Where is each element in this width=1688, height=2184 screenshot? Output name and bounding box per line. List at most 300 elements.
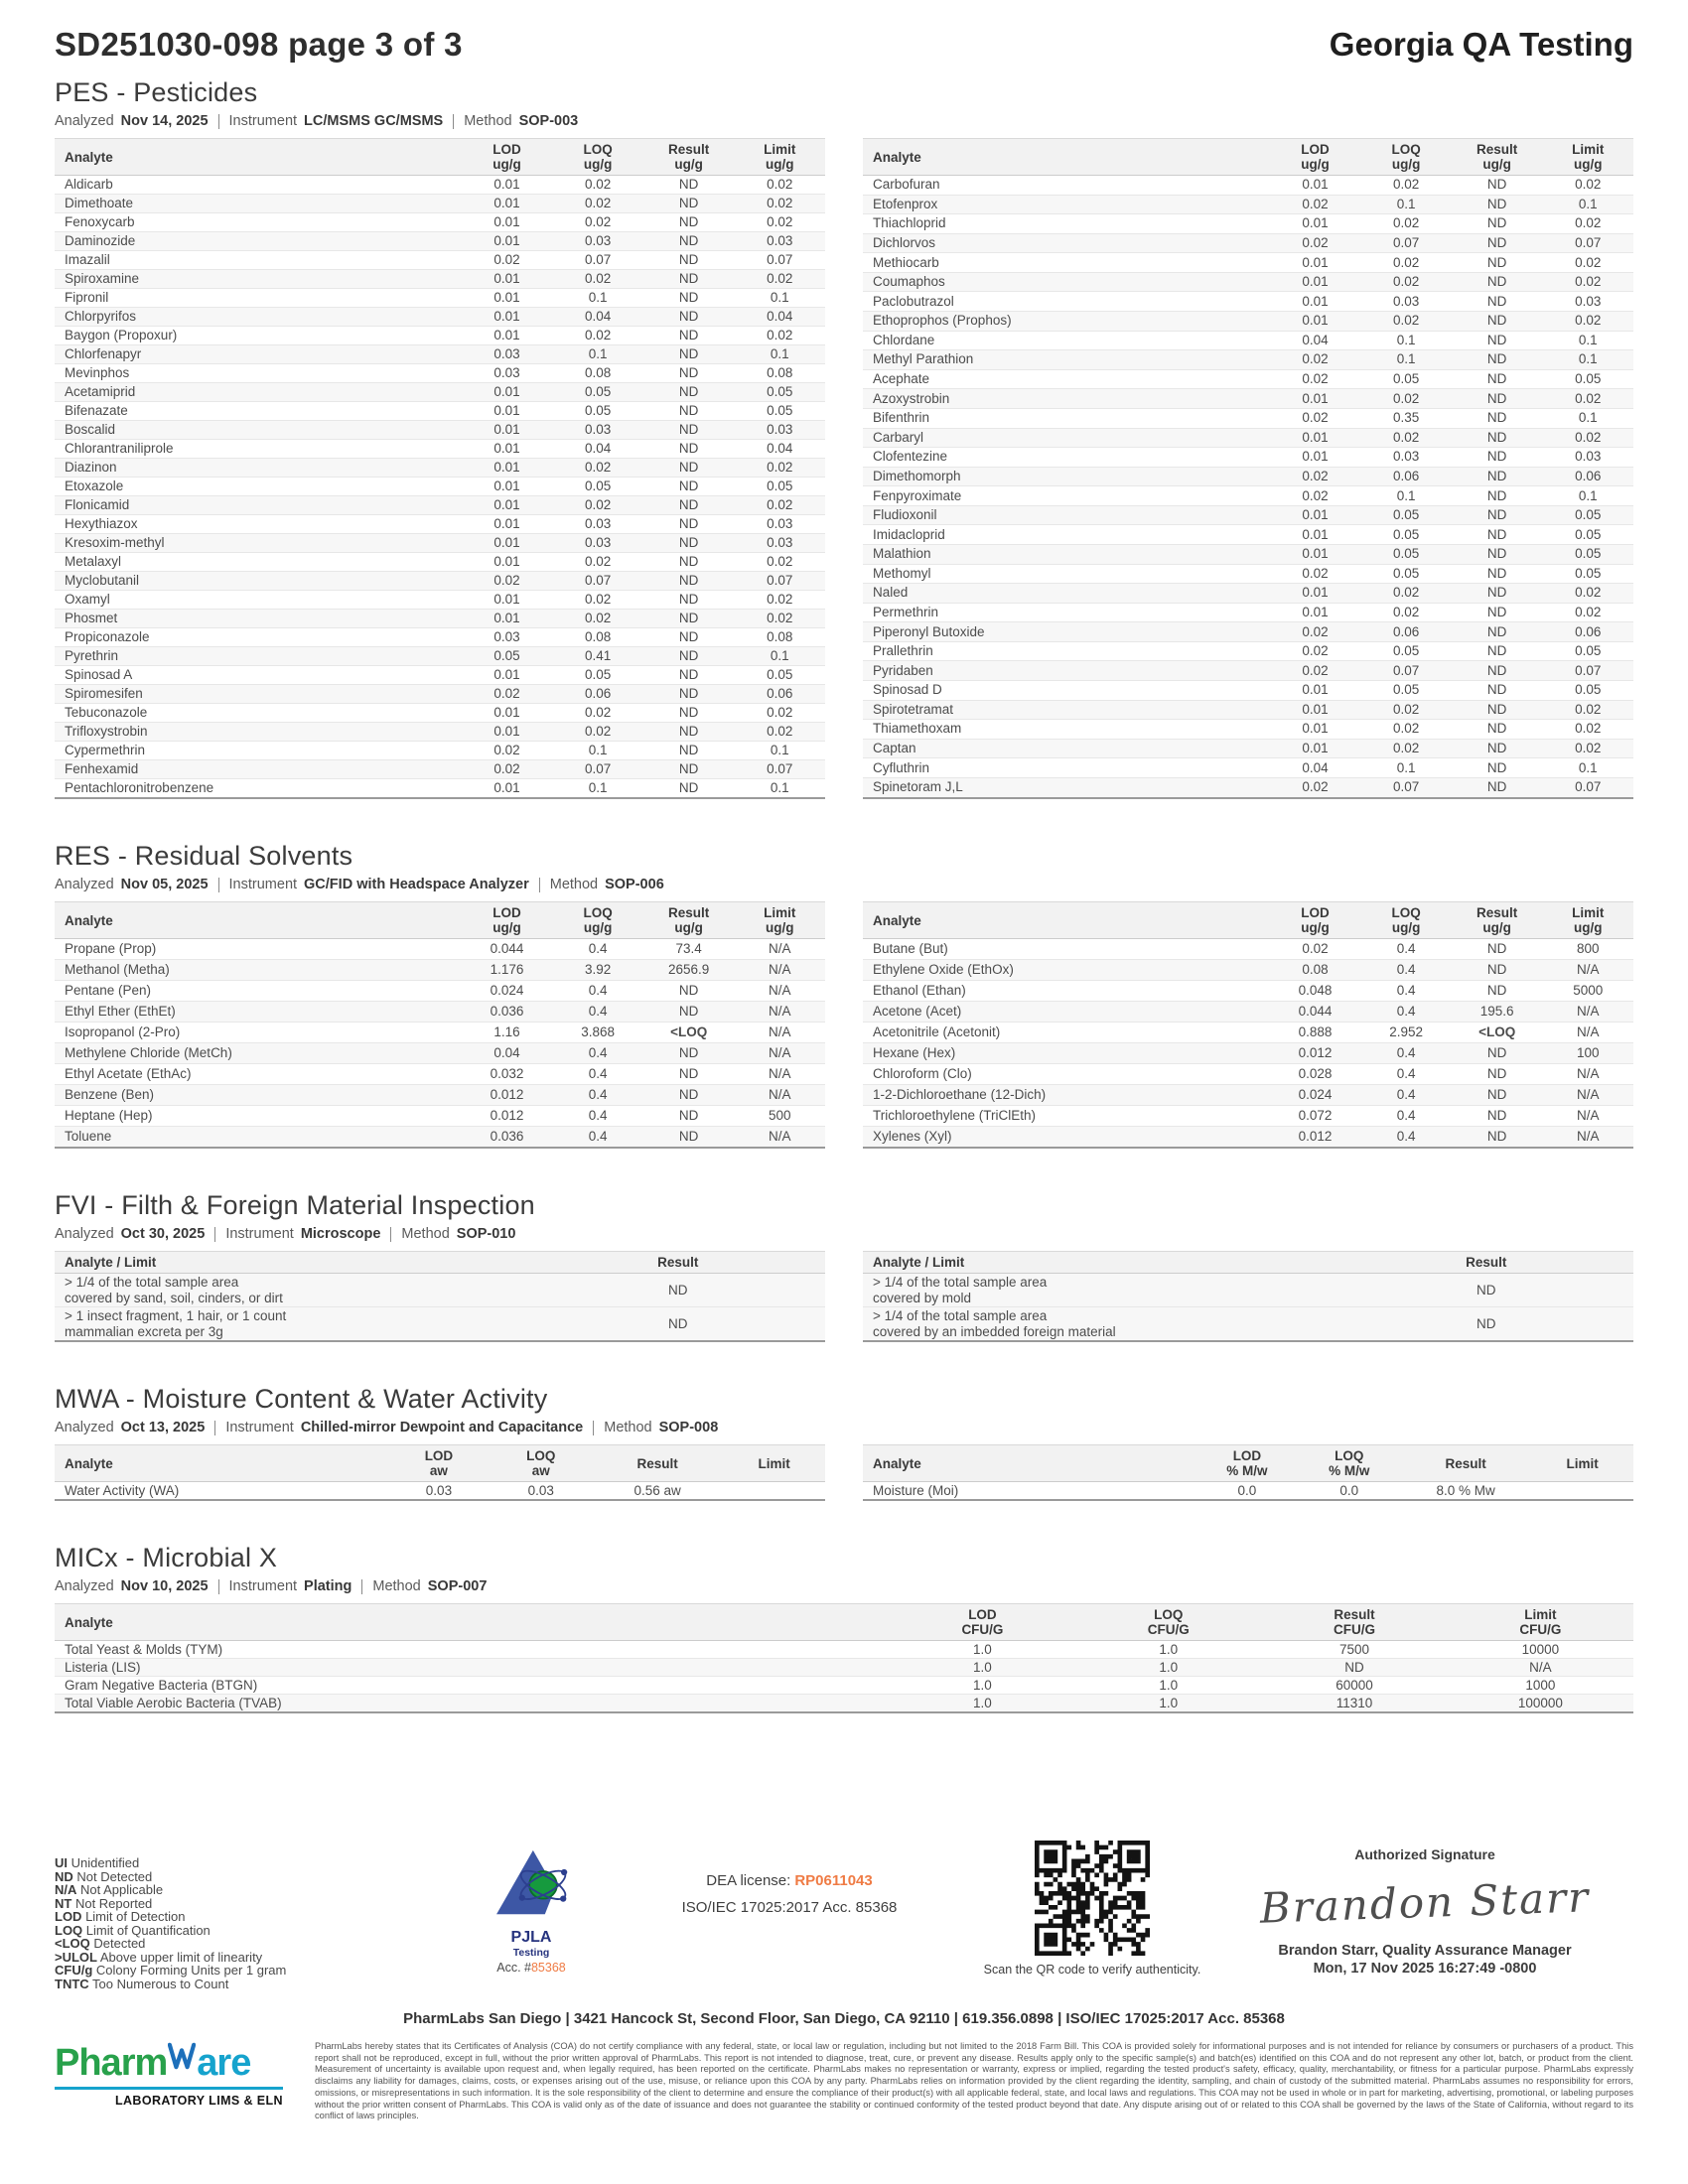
- value-cell: 0.01: [1270, 584, 1361, 604]
- value-cell: 1.0: [890, 1641, 1075, 1659]
- column-header: Analyte: [863, 1445, 1196, 1482]
- legend-item: <LOQ Detected: [55, 1936, 146, 1951]
- signatory-name: Brandon Starr, Quality Assurance Manager: [1278, 1943, 1572, 1959]
- value-cell: 0.4: [552, 981, 643, 1002]
- value-cell: 0.02: [1360, 584, 1452, 604]
- value-cell: 0.05: [462, 647, 553, 666]
- value-cell: 0.044: [1270, 1002, 1361, 1023]
- analyte-cell: > 1 insect fragment, 1 hair, or 1 count mammalian excreta per 3g: [55, 1307, 531, 1342]
- value-cell: 0.02: [1270, 233, 1361, 253]
- analyte-cell: Methomyl: [863, 564, 1270, 584]
- table-row: [55, 1064, 825, 1085]
- column-header: Limit CFU/G: [1448, 1604, 1633, 1641]
- value-cell: 0.02: [552, 195, 643, 213]
- table-row: [55, 1002, 825, 1023]
- result-cell: 11310: [1261, 1695, 1447, 1713]
- table-row: [55, 1274, 825, 1307]
- analyte-cell: Chloroform (Clo): [863, 1064, 1270, 1085]
- value-cell: N/A: [734, 1043, 825, 1064]
- value-cell: 0.05: [552, 478, 643, 496]
- legend-item: UI Unidentified: [55, 1855, 140, 1870]
- value-cell: 0.4: [1360, 1002, 1452, 1023]
- column-header: LOD ug/g: [1270, 139, 1361, 176]
- value-cell: 100000: [1448, 1695, 1633, 1713]
- table-row: [55, 666, 825, 685]
- column-header: Result: [1400, 1445, 1531, 1482]
- table-row: [863, 389, 1633, 409]
- analyte-cell: Ethoprophos (Prophos): [863, 312, 1270, 332]
- table-row: [55, 289, 825, 308]
- filth-inspection-table-right: [863, 1251, 1633, 1342]
- table-row: [863, 1482, 1633, 1501]
- result-cell: 8.0 % Mw: [1400, 1482, 1531, 1501]
- result-cell: ND: [643, 270, 735, 289]
- value-cell: 0.4: [1360, 981, 1452, 1002]
- meta-value: Nov 14, 2025: [120, 113, 209, 129]
- value-cell: 0.08: [734, 364, 825, 383]
- value-cell: 0.04: [462, 1043, 553, 1064]
- analyte-cell: Coumaphos: [863, 272, 1270, 292]
- value-cell: 0.01: [1270, 272, 1361, 292]
- analyte-cell: Isopropanol (2-Pro): [55, 1023, 462, 1043]
- legend-item: NT Not Reported: [55, 1895, 153, 1911]
- table-row: [55, 459, 825, 478]
- value-cell: 0.05: [552, 402, 643, 421]
- section-microbial: [55, 1543, 1633, 1713]
- meta-value: GC/FID with Headspace Analyzer: [304, 877, 529, 892]
- column-header: LOQ ug/g: [552, 902, 643, 939]
- meta-value: SOP-008: [658, 1420, 719, 1435]
- table-row: [863, 700, 1633, 720]
- value-cell: 0.41: [552, 647, 643, 666]
- section-title-pesticides: PES - Pesticides: [55, 77, 258, 107]
- value-cell: 0.02: [1270, 564, 1361, 584]
- value-cell: 0.0: [1298, 1482, 1400, 1501]
- table-row: [55, 779, 825, 799]
- result-cell: ND: [1452, 525, 1543, 545]
- analyte-cell: Spinosad D: [863, 681, 1270, 701]
- section-filth-inspection: [55, 1190, 1633, 1342]
- table-row: [55, 440, 825, 459]
- result-cell: ND: [1452, 681, 1543, 701]
- column-header: Analyte / Limit: [863, 1252, 1339, 1274]
- value-cell: 0.02: [1542, 214, 1633, 234]
- analyte-cell: Dimethoate: [55, 195, 462, 213]
- result-cell: ND: [643, 345, 735, 364]
- value-cell: 0.07: [1360, 777, 1452, 798]
- value-cell: N/A: [1542, 960, 1633, 981]
- table-row: [55, 213, 825, 232]
- value-cell: 0.05: [1542, 505, 1633, 525]
- value-cell: 0.07: [552, 760, 643, 779]
- table-row: [863, 603, 1633, 622]
- legend-item: LOQ Limit of Quantification: [55, 1922, 211, 1938]
- analyte-cell: Captan: [863, 739, 1270, 758]
- analyte-cell: Toluene: [55, 1127, 462, 1149]
- analyte-cell: Imazalil: [55, 251, 462, 270]
- value-cell: 0.01: [462, 723, 553, 742]
- value-cell: 0.03: [552, 534, 643, 553]
- table-row: [863, 1274, 1633, 1307]
- result-cell: ND: [1452, 331, 1543, 350]
- value-cell: 1000: [1448, 1677, 1633, 1695]
- analyte-cell: Dimethomorph: [863, 467, 1270, 486]
- analyte-cell: Methiocarb: [863, 253, 1270, 273]
- result-cell: ND: [643, 628, 735, 647]
- table-row: [55, 195, 825, 213]
- value-cell: 0.4: [1360, 939, 1452, 960]
- meta-divider: [218, 1579, 219, 1594]
- value-cell: 0.01: [1270, 214, 1361, 234]
- result-cell: ND: [1452, 622, 1543, 642]
- document-id: SD251030-098 page 3 of 3: [55, 26, 463, 63]
- value-cell: 1.0: [890, 1695, 1075, 1713]
- table-row: [55, 1677, 1633, 1695]
- result-cell: ND: [1452, 1043, 1543, 1064]
- value-cell: 0.07: [552, 251, 643, 270]
- result-cell: ND: [643, 364, 735, 383]
- value-cell: 0.1: [734, 742, 825, 760]
- table-row: [863, 777, 1633, 798]
- value-cell: 500: [734, 1106, 825, 1127]
- value-cell: 0.02: [1542, 584, 1633, 604]
- result-cell: ND: [643, 402, 735, 421]
- value-cell: 0.02: [1270, 777, 1361, 798]
- result-cell: ND: [1452, 777, 1543, 798]
- section-moisture-water-activity: [55, 1384, 1633, 1501]
- analyte-cell: Chlorfenapyr: [55, 345, 462, 364]
- result-cell: ND: [643, 478, 735, 496]
- section-meta-residual-solvents: [55, 877, 1633, 892]
- table-row: [863, 564, 1633, 584]
- table-row: [55, 553, 825, 572]
- value-cell: 0.02: [1360, 272, 1452, 292]
- value-cell: 0.03: [388, 1482, 491, 1501]
- value-cell: N/A: [734, 1002, 825, 1023]
- value-cell: 0.03: [734, 534, 825, 553]
- value-cell: 0.05: [734, 383, 825, 402]
- meta-value: Nov 10, 2025: [120, 1578, 209, 1594]
- analyte-cell: Malathion: [863, 544, 1270, 564]
- value-cell: N/A: [734, 1023, 825, 1043]
- column-header: Limit ug/g: [734, 139, 825, 176]
- meta-label: Instrument: [225, 1226, 294, 1242]
- value-cell: 0.01: [1270, 603, 1361, 622]
- result-cell: ND: [1452, 448, 1543, 468]
- meta-value: Nov 05, 2025: [120, 877, 209, 892]
- filth-inspection-tables: [55, 1251, 1633, 1342]
- value-cell: 0.02: [734, 704, 825, 723]
- value-cell: 0.02: [552, 327, 643, 345]
- result-cell: ND: [643, 289, 735, 308]
- value-cell: 0.04: [734, 308, 825, 327]
- table-row: [863, 584, 1633, 604]
- result-cell: ND: [643, 327, 735, 345]
- meta-label: Method: [549, 877, 599, 892]
- table-row: [55, 939, 825, 960]
- value-cell: 0.06: [734, 685, 825, 704]
- meta-label: Instrument: [225, 1420, 294, 1435]
- signature-handwriting: Brandon Starr: [1259, 1872, 1591, 1933]
- analyte-cell: Chlorantraniliprole: [55, 440, 462, 459]
- analyte-cell: Azoxystrobin: [863, 389, 1270, 409]
- column-header: LOQ ug/g: [1360, 139, 1452, 176]
- result-cell: ND: [1452, 389, 1543, 409]
- value-cell: 0.1: [1542, 350, 1633, 370]
- value-cell: 0.02: [734, 213, 825, 232]
- result-cell: ND: [1452, 195, 1543, 214]
- value-cell: 0.05: [1360, 544, 1452, 564]
- value-cell: 0.06: [1360, 467, 1452, 486]
- value-cell: 1.176: [462, 960, 553, 981]
- result-cell: ND: [1452, 467, 1543, 486]
- value-cell: 0.01: [462, 421, 553, 440]
- value-cell: 0.05: [1542, 681, 1633, 701]
- table-row: [863, 720, 1633, 740]
- analyte-cell: Acetamiprid: [55, 383, 462, 402]
- legend-item: CFU/g Colony Forming Units per 1 gram: [55, 1963, 287, 1978]
- result-cell: ND: [643, 195, 735, 213]
- value-cell: 0.05: [552, 383, 643, 402]
- result-cell: ND: [643, 213, 735, 232]
- value-cell: N/A: [1542, 1106, 1633, 1127]
- value-cell: 0.02: [552, 270, 643, 289]
- analyte-cell: Mevinphos: [55, 364, 462, 383]
- value-cell: 0.04: [1270, 331, 1361, 350]
- pharmware-text-are: are: [197, 2042, 251, 2084]
- value-cell: 0.01: [462, 610, 553, 628]
- table-row: [863, 292, 1633, 312]
- legend-item: LOD Limit of Detection: [55, 1909, 186, 1924]
- value-cell: 0.05: [734, 666, 825, 685]
- value-cell: 0.1: [552, 345, 643, 364]
- table-row: [863, 1043, 1633, 1064]
- value-cell: N/A: [734, 1064, 825, 1085]
- residual-solvents-tables: [55, 901, 1633, 1149]
- value-cell: 0.03: [1360, 292, 1452, 312]
- column-header: Analyte: [55, 139, 462, 176]
- analyte-cell: Naled: [863, 584, 1270, 604]
- moisture-table: [863, 1444, 1633, 1501]
- meta-divider: [214, 1227, 215, 1242]
- result-cell: ND: [643, 685, 735, 704]
- value-cell: N/A: [734, 981, 825, 1002]
- table-row: [863, 1023, 1633, 1043]
- meta-value: Oct 30, 2025: [120, 1226, 206, 1242]
- value-cell: 0.02: [552, 213, 643, 232]
- value-cell: 0.02: [734, 591, 825, 610]
- value-cell: 0.01: [462, 666, 553, 685]
- value-cell: 0.01: [462, 383, 553, 402]
- result-cell: ND: [643, 251, 735, 270]
- meta-value: Chilled-mirror Dewpoint and Capacitance: [300, 1420, 584, 1435]
- analyte-cell: Fludioxonil: [863, 505, 1270, 525]
- analyte-cell: Boscalid: [55, 421, 462, 440]
- value-cell: 0.01: [1270, 525, 1361, 545]
- value-cell: 0.012: [1270, 1127, 1361, 1149]
- value-cell: 0.02: [552, 496, 643, 515]
- filth-inspection-table-left: [55, 1251, 825, 1342]
- value-cell: 0.1: [1360, 758, 1452, 778]
- table-row: [863, 544, 1633, 564]
- result-cell: ND: [643, 1064, 735, 1085]
- qr-code: [968, 1841, 1216, 1961]
- analyte-cell: Bifenthrin: [863, 408, 1270, 428]
- value-cell: [723, 1482, 825, 1501]
- value-cell: 1.0: [1075, 1677, 1261, 1695]
- value-cell: 0.1: [1360, 350, 1452, 370]
- signature-date: Mon, 17 Nov 2025 16:27:49 -0800: [1313, 1961, 1537, 1977]
- meta-divider: [218, 878, 219, 892]
- value-cell: 0.02: [462, 251, 553, 270]
- value-cell: N/A: [1542, 1002, 1633, 1023]
- header-row: [55, 1604, 1633, 1641]
- value-cell: 0.03: [1360, 448, 1452, 468]
- table-row: [55, 1085, 825, 1106]
- result-cell: ND: [643, 647, 735, 666]
- table-row: [55, 704, 825, 723]
- result-cell: 7500: [1261, 1641, 1447, 1659]
- table-row: [863, 981, 1633, 1002]
- meta-label: Analyzed: [55, 1226, 114, 1242]
- analyte-cell: Ethylene Oxide (EthOx): [863, 960, 1270, 981]
- qr-verification-block: [968, 1841, 1216, 1977]
- section-title-moisture-water-activity: MWA - Moisture Content & Water Activity: [55, 1384, 548, 1414]
- iso-accreditation-line: ISO/IEC 17025:2017 Acc. 85368: [681, 1899, 898, 1916]
- value-cell: 0.03: [734, 232, 825, 251]
- column-header: LOQ aw: [490, 1445, 592, 1482]
- meta-label: Method: [401, 1226, 450, 1242]
- value-cell: 0.02: [1542, 700, 1633, 720]
- analyte-cell: Spirotetramat: [863, 700, 1270, 720]
- value-cell: 0.05: [1542, 641, 1633, 661]
- result-cell: ND: [1452, 408, 1543, 428]
- result-cell: ND: [643, 666, 735, 685]
- analyte-cell: Thiamethoxam: [863, 720, 1270, 740]
- value-cell: 0.01: [462, 496, 553, 515]
- analyte-cell: Kresoxim-methyl: [55, 534, 462, 553]
- value-cell: 0.02: [1270, 467, 1361, 486]
- value-cell: 0.1: [1542, 758, 1633, 778]
- value-cell: 0.02: [1270, 195, 1361, 214]
- value-cell: 0.01: [462, 591, 553, 610]
- meta-label: Method: [464, 113, 512, 129]
- table-row: [55, 421, 825, 440]
- result-cell: ND: [1452, 272, 1543, 292]
- value-cell: 0.07: [734, 251, 825, 270]
- analyte-cell: Xylenes (Xyl): [863, 1127, 1270, 1149]
- value-cell: 0.08: [552, 628, 643, 647]
- table-row: [863, 1064, 1633, 1085]
- column-header: LOQ CFU/G: [1075, 1604, 1261, 1641]
- value-cell: 0.1: [734, 647, 825, 666]
- result-cell: <LOQ: [1452, 1023, 1543, 1043]
- table-row: [863, 1002, 1633, 1023]
- result-cell: ND: [643, 742, 735, 760]
- value-cell: 10000: [1448, 1641, 1633, 1659]
- legend-item: TNTC Too Numerous to Count: [55, 1976, 229, 1991]
- value-cell: 0.04: [1270, 758, 1361, 778]
- value-cell: 0.02: [734, 610, 825, 628]
- meta-value: Microscope: [300, 1226, 381, 1242]
- value-cell: 0.4: [552, 1085, 643, 1106]
- pjla-subtitle: Testing: [512, 1947, 550, 1959]
- value-cell: 0.01: [462, 213, 553, 232]
- analyte-cell: Baygon (Propoxur): [55, 327, 462, 345]
- value-cell: 0.1: [1542, 408, 1633, 428]
- residual-solvents-table-left: [55, 901, 825, 1149]
- section-meta-filth-inspection: [55, 1226, 1633, 1242]
- value-cell: 1.0: [1075, 1659, 1261, 1677]
- value-cell: 0.07: [1542, 777, 1633, 798]
- result-cell: ND: [643, 1043, 735, 1064]
- value-cell: 0.02: [1360, 428, 1452, 448]
- result-cell: ND: [643, 553, 735, 572]
- value-cell: 0.05: [1360, 369, 1452, 389]
- column-header: Result: [531, 1252, 825, 1274]
- header-row: [55, 139, 825, 176]
- analyte-cell: Propane (Prop): [55, 939, 462, 960]
- result-cell: ND: [1452, 505, 1543, 525]
- column-header: Analyte: [55, 1604, 890, 1641]
- column-header: Result: [592, 1445, 723, 1482]
- analyte-cell: Metalaxyl: [55, 553, 462, 572]
- result-cell: ND: [643, 981, 735, 1002]
- result-cell: ND: [643, 760, 735, 779]
- table-row: [55, 1043, 825, 1064]
- analyte-cell: Oxamyl: [55, 591, 462, 610]
- analyte-cell: Myclobutanil: [55, 572, 462, 591]
- value-cell: 800: [1542, 939, 1633, 960]
- section-pesticides: [55, 77, 1633, 799]
- value-cell: 0.05: [1360, 525, 1452, 545]
- value-cell: 0.02: [1542, 312, 1633, 332]
- value-cell: 0.07: [1542, 661, 1633, 681]
- pesticides-table-right: [863, 138, 1633, 799]
- result-cell: ND: [1452, 253, 1543, 273]
- analyte-cell: Methyl Parathion: [863, 350, 1270, 370]
- result-cell: ND: [643, 515, 735, 534]
- meta-value: SOP-006: [605, 877, 664, 892]
- value-cell: 0.05: [1360, 641, 1452, 661]
- value-cell: 0.024: [462, 981, 553, 1002]
- analyte-cell: Chlorpyrifos: [55, 308, 462, 327]
- value-cell: 0.012: [462, 1085, 553, 1106]
- value-cell: 0.02: [734, 195, 825, 213]
- qr-caption: Scan the QR code to verify authenticity.: [983, 1963, 1201, 1977]
- value-cell: 0.03: [552, 421, 643, 440]
- value-cell: 0.0: [1196, 1482, 1299, 1501]
- value-cell: 0.02: [1360, 312, 1452, 332]
- pjla-name: PJLA: [510, 1929, 552, 1946]
- dea-license-number: RP0611043: [794, 1872, 873, 1889]
- signature-title: Authorized Signature: [1354, 1846, 1495, 1862]
- value-cell: 0.02: [1542, 428, 1633, 448]
- value-cell: 0.01: [462, 176, 553, 195]
- value-cell: 0.07: [1360, 661, 1452, 681]
- value-cell: 0.01: [1270, 176, 1361, 196]
- column-header: Limit: [1531, 1445, 1633, 1482]
- result-cell: ND: [1452, 1127, 1543, 1149]
- column-header: LOQ % M/w: [1298, 1445, 1400, 1482]
- result-cell: ND: [643, 1085, 735, 1106]
- residual-solvents-table-right: [863, 901, 1633, 1149]
- table-row: [863, 467, 1633, 486]
- result-cell: ND: [1452, 176, 1543, 196]
- result-cell: 0.56 aw: [592, 1482, 723, 1501]
- value-cell: 0.01: [462, 195, 553, 213]
- value-cell: 0.01: [462, 553, 553, 572]
